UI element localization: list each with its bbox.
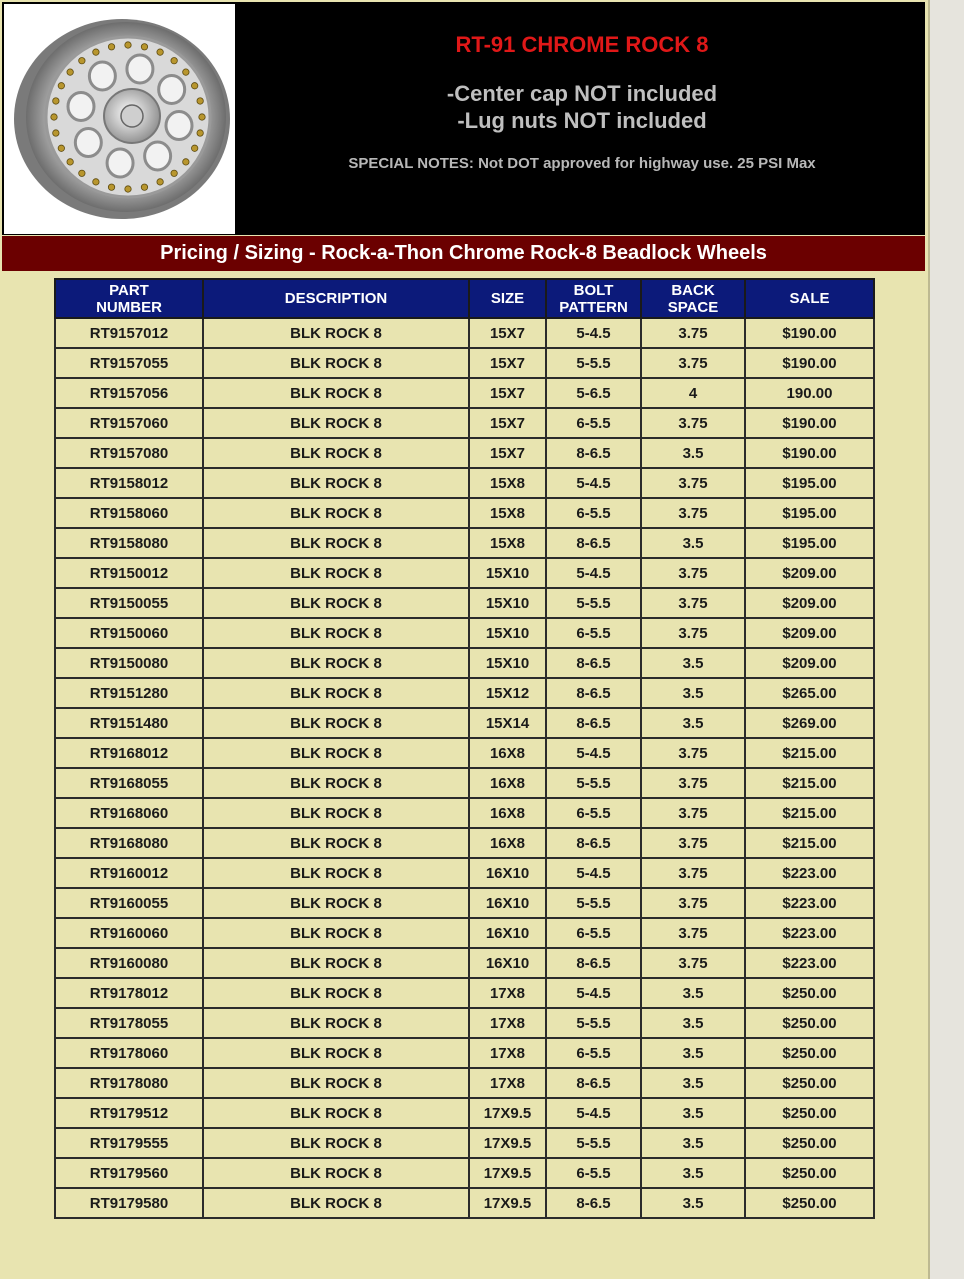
cell-back-space: 3.75: [641, 888, 745, 918]
cell-back-space: 3.75: [641, 498, 745, 528]
table-row: [55, 1038, 874, 1068]
cell-bolt-pattern: 5-6.5: [546, 378, 641, 408]
table-row: [55, 798, 874, 828]
cell-size: 16X10: [469, 948, 546, 978]
cell-description: BLK ROCK 8: [203, 948, 469, 978]
cell-size: 17X8: [469, 1068, 546, 1098]
cell-sale-price: $250.00: [745, 1188, 874, 1218]
cell-back-space: 3.75: [641, 558, 745, 588]
cell-sale-price: $190.00: [745, 438, 874, 468]
table-row: [55, 1068, 874, 1098]
bead-bolt: [125, 186, 131, 192]
cell-description: BLK ROCK 8: [203, 798, 469, 828]
cell-sale-price: $215.00: [745, 828, 874, 858]
cell-sale-price: $209.00: [745, 588, 874, 618]
bead-bolt: [171, 58, 177, 64]
cell-part-number: RT9160055: [55, 888, 203, 918]
cell-back-space: 3.5: [641, 1158, 745, 1188]
cell-sale-price: $215.00: [745, 798, 874, 828]
cell-back-space: 3.75: [641, 768, 745, 798]
header-size: SIZE: [469, 279, 546, 318]
bead-bolt: [199, 114, 205, 120]
lug-nuts-note: -Lug nuts NOT included: [457, 108, 707, 133]
cell-size: 15X12: [469, 678, 546, 708]
header-back-space: BACK SPACE: [641, 279, 745, 318]
cell-part-number: RT9158060: [55, 498, 203, 528]
cell-description: BLK ROCK 8: [203, 1188, 469, 1218]
cell-back-space: 3.75: [641, 318, 745, 348]
cell-part-number: RT9158080: [55, 528, 203, 558]
bead-bolt: [67, 159, 73, 165]
table-row: [55, 1008, 874, 1038]
bead-bolt: [108, 44, 114, 50]
table-row: [55, 468, 874, 498]
cell-description: BLK ROCK 8: [203, 978, 469, 1008]
cell-size: 15X10: [469, 588, 546, 618]
header-sale: SALE: [745, 279, 874, 318]
cell-description: BLK ROCK 8: [203, 678, 469, 708]
cell-bolt-pattern: 8-6.5: [546, 528, 641, 558]
cell-size: 17X9.5: [469, 1098, 546, 1128]
bead-bolt: [183, 69, 189, 75]
cell-back-space: 3.5: [641, 1038, 745, 1068]
table-row: [55, 948, 874, 978]
bead-bolt: [191, 145, 197, 151]
header-bolt-pattern: BOLT PATTERN: [546, 279, 641, 318]
cell-bolt-pattern: 6-5.5: [546, 798, 641, 828]
cell-part-number: RT9150055: [55, 588, 203, 618]
cell-part-number: RT9168055: [55, 768, 203, 798]
bead-bolt: [157, 179, 163, 185]
cell-description: BLK ROCK 8: [203, 528, 469, 558]
bead-bolt: [58, 145, 64, 151]
cell-size: 15X8: [469, 528, 546, 558]
table-row: [55, 378, 874, 408]
table-row: [55, 318, 874, 348]
cell-size: 15X7: [469, 408, 546, 438]
table-row: [55, 678, 874, 708]
cell-part-number: RT9157080: [55, 438, 203, 468]
cell-back-space: 3.75: [641, 948, 745, 978]
header-part-number: PART NUMBER: [55, 279, 203, 318]
bead-bolt: [171, 170, 177, 176]
cell-description: BLK ROCK 8: [203, 648, 469, 678]
cell-size: 16X8: [469, 738, 546, 768]
cell-sale-price: $195.00: [745, 468, 874, 498]
cell-size: 15X10: [469, 648, 546, 678]
cell-size: 15X10: [469, 558, 546, 588]
cell-size: 16X8: [469, 828, 546, 858]
cell-back-space: 3.5: [641, 648, 745, 678]
product-header: [2, 2, 925, 235]
cell-description: BLK ROCK 8: [203, 1038, 469, 1068]
cell-part-number: RT9179560: [55, 1158, 203, 1188]
table-row: [55, 858, 874, 888]
cell-bolt-pattern: 6-5.5: [546, 408, 641, 438]
product-title: RT-91 CHROME ROCK 8: [455, 32, 709, 57]
table-row: [55, 498, 874, 528]
cell-bolt-pattern: 6-5.5: [546, 1158, 641, 1188]
cell-part-number: RT9150012: [55, 558, 203, 588]
cell-bolt-pattern: 8-6.5: [546, 438, 641, 468]
cell-back-space: 3.5: [641, 438, 745, 468]
cell-sale-price: $223.00: [745, 918, 874, 948]
cell-back-space: 3.5: [641, 978, 745, 1008]
cell-part-number: RT9160012: [55, 858, 203, 888]
cell-sale-price: $190.00: [745, 318, 874, 348]
table-header-row: [55, 279, 874, 318]
cell-back-space: 3.75: [641, 798, 745, 828]
cell-size: 15X7: [469, 438, 546, 468]
cell-description: BLK ROCK 8: [203, 348, 469, 378]
cell-part-number: RT9179580: [55, 1188, 203, 1218]
cell-sale-price: $215.00: [745, 768, 874, 798]
cell-description: BLK ROCK 8: [203, 918, 469, 948]
cell-part-number: RT9157060: [55, 408, 203, 438]
cell-part-number: RT9168012: [55, 738, 203, 768]
cell-description: BLK ROCK 8: [203, 858, 469, 888]
cell-back-space: 3.75: [641, 408, 745, 438]
cell-bolt-pattern: 8-6.5: [546, 648, 641, 678]
bead-bolt: [79, 58, 85, 64]
cell-size: 16X10: [469, 888, 546, 918]
cell-bolt-pattern: 8-6.5: [546, 1068, 641, 1098]
table-row: [55, 1188, 874, 1218]
cell-part-number: RT9150080: [55, 648, 203, 678]
scrollbar-track[interactable]: [930, 0, 964, 1279]
table-row: [55, 528, 874, 558]
cell-bolt-pattern: 6-5.5: [546, 918, 641, 948]
cell-part-number: RT9178080: [55, 1068, 203, 1098]
cell-sale-price: $209.00: [745, 618, 874, 648]
cell-sale-price: $195.00: [745, 528, 874, 558]
table-row: [55, 888, 874, 918]
cell-sale-price: $265.00: [745, 678, 874, 708]
wheel-window: [166, 112, 192, 140]
cell-back-space: 3.75: [641, 858, 745, 888]
cell-part-number: RT9160080: [55, 948, 203, 978]
cell-back-space: 3.5: [641, 678, 745, 708]
cell-part-number: RT9157012: [55, 318, 203, 348]
cell-size: 15X7: [469, 318, 546, 348]
cell-bolt-pattern: 6-5.5: [546, 498, 641, 528]
cell-bolt-pattern: 6-5.5: [546, 618, 641, 648]
cell-description: BLK ROCK 8: [203, 888, 469, 918]
cell-part-number: RT9179555: [55, 1128, 203, 1158]
cell-description: BLK ROCK 8: [203, 768, 469, 798]
cell-part-number: RT9151480: [55, 708, 203, 738]
cell-bolt-pattern: 5-4.5: [546, 738, 641, 768]
cell-bolt-pattern: 5-5.5: [546, 588, 641, 618]
cell-size: 17X9.5: [469, 1128, 546, 1158]
cell-sale-price: $215.00: [745, 738, 874, 768]
cell-bolt-pattern: 8-6.5: [546, 1188, 641, 1218]
cell-bolt-pattern: 5-4.5: [546, 318, 641, 348]
cell-bolt-pattern: 8-6.5: [546, 708, 641, 738]
bead-bolt: [93, 49, 99, 55]
cell-sale-price: $250.00: [745, 1068, 874, 1098]
bead-bolt: [58, 83, 64, 89]
cell-back-space: 3.5: [641, 1098, 745, 1128]
cell-size: 15X7: [469, 378, 546, 408]
cell-description: BLK ROCK 8: [203, 408, 469, 438]
cell-back-space: 3.5: [641, 1128, 745, 1158]
cell-sale-price: $250.00: [745, 1008, 874, 1038]
cell-sale-price: $209.00: [745, 648, 874, 678]
cell-description: BLK ROCK 8: [203, 1098, 469, 1128]
cell-size: 15X8: [469, 498, 546, 528]
cell-description: BLK ROCK 8: [203, 558, 469, 588]
cell-description: BLK ROCK 8: [203, 708, 469, 738]
bead-bolt: [141, 44, 147, 50]
chrome-wheel-illustration: [4, 4, 235, 234]
cell-size: 16X10: [469, 858, 546, 888]
cell-bolt-pattern: 5-5.5: [546, 1008, 641, 1038]
cell-sale-price: $223.00: [745, 948, 874, 978]
bead-bolt: [53, 98, 59, 104]
cell-back-space: 3.5: [641, 1068, 745, 1098]
cell-back-space: 3.75: [641, 588, 745, 618]
cell-sale-price: $250.00: [745, 1158, 874, 1188]
wheel-window: [89, 62, 115, 90]
cell-bolt-pattern: 5-5.5: [546, 888, 641, 918]
cell-part-number: RT9168060: [55, 798, 203, 828]
cell-back-space: 3.5: [641, 708, 745, 738]
cell-back-space: 3.5: [641, 1188, 745, 1218]
cell-size: 16X10: [469, 918, 546, 948]
cell-size: 16X8: [469, 768, 546, 798]
bead-bolt: [157, 49, 163, 55]
bead-bolt: [191, 83, 197, 89]
wheel-window: [107, 149, 133, 177]
cell-back-space: 4: [641, 378, 745, 408]
cell-bolt-pattern: 5-4.5: [546, 558, 641, 588]
cell-back-space: 3.75: [641, 918, 745, 948]
cell-sale-price: $223.00: [745, 858, 874, 888]
table-row: [55, 828, 874, 858]
table-row: [55, 408, 874, 438]
cell-size: 17X8: [469, 1038, 546, 1068]
table-row: [55, 738, 874, 768]
cell-bolt-pattern: 5-4.5: [546, 468, 641, 498]
cell-description: BLK ROCK 8: [203, 378, 469, 408]
bead-bolt: [197, 130, 203, 136]
bead-bolt: [141, 184, 147, 190]
cell-bolt-pattern: 5-5.5: [546, 768, 641, 798]
cell-back-space: 3.75: [641, 738, 745, 768]
cell-part-number: RT9178055: [55, 1008, 203, 1038]
cell-back-space: 3.75: [641, 828, 745, 858]
bead-bolt: [79, 170, 85, 176]
cell-bolt-pattern: 8-6.5: [546, 828, 641, 858]
bead-bolt: [53, 130, 59, 136]
cell-sale-price: $269.00: [745, 708, 874, 738]
wheel-window: [68, 92, 94, 120]
cell-part-number: RT9158012: [55, 468, 203, 498]
table-row: [55, 348, 874, 378]
cell-part-number: RT9157056: [55, 378, 203, 408]
cell-back-space: 3.5: [641, 528, 745, 558]
cell-part-number: RT9168080: [55, 828, 203, 858]
bead-bolt: [183, 159, 189, 165]
table-row: [55, 438, 874, 468]
table-row: [55, 618, 874, 648]
cell-description: BLK ROCK 8: [203, 1128, 469, 1158]
table-row: [55, 918, 874, 948]
pricing-table: [54, 278, 875, 1219]
wheel-image: [4, 4, 235, 234]
cell-description: BLK ROCK 8: [203, 828, 469, 858]
cell-part-number: RT9178012: [55, 978, 203, 1008]
bead-bolt: [125, 42, 131, 48]
table-row: [55, 978, 874, 1008]
cell-size: 16X8: [469, 798, 546, 828]
cell-size: 15X8: [469, 468, 546, 498]
cell-description: BLK ROCK 8: [203, 588, 469, 618]
special-notes: SPECIAL NOTES: Not DOT approved for highway use. 25 PSI Max: [348, 155, 816, 172]
cell-description: BLK ROCK 8: [203, 318, 469, 348]
cell-sale-price: $190.00: [745, 348, 874, 378]
cell-bolt-pattern: 5-5.5: [546, 1128, 641, 1158]
cell-part-number: RT9157055: [55, 348, 203, 378]
cell-sale-price: 190.00: [745, 378, 874, 408]
cell-size: 17X8: [469, 978, 546, 1008]
cell-description: BLK ROCK 8: [203, 1008, 469, 1038]
cell-size: 15X14: [469, 708, 546, 738]
cell-description: BLK ROCK 8: [203, 498, 469, 528]
cell-description: BLK ROCK 8: [203, 1068, 469, 1098]
cell-back-space: 3.75: [641, 468, 745, 498]
cell-size: 15X10: [469, 618, 546, 648]
cell-part-number: RT9178060: [55, 1038, 203, 1068]
cell-part-number: RT9151280: [55, 678, 203, 708]
cell-part-number: RT9160060: [55, 918, 203, 948]
bead-bolt: [108, 184, 114, 190]
table-row: [55, 588, 874, 618]
cell-bolt-pattern: 5-4.5: [546, 978, 641, 1008]
cell-sale-price: $195.00: [745, 498, 874, 528]
cell-bolt-pattern: 6-5.5: [546, 1038, 641, 1068]
wheel-window: [127, 55, 153, 83]
center-cap-note: -Center cap NOT included: [446, 81, 718, 106]
cell-bolt-pattern: 5-4.5: [546, 858, 641, 888]
wheel-window: [75, 129, 101, 157]
cell-bolt-pattern: 8-6.5: [546, 948, 641, 978]
cell-description: BLK ROCK 8: [203, 468, 469, 498]
cell-sale-price: $209.00: [745, 558, 874, 588]
cell-size: 15X7: [469, 348, 546, 378]
cell-size: 17X9.5: [469, 1188, 546, 1218]
bead-bolt: [93, 179, 99, 185]
cell-description: BLK ROCK 8: [203, 618, 469, 648]
cell-sale-price: $190.00: [745, 408, 874, 438]
cell-back-space: 3.5: [641, 1008, 745, 1038]
cell-bolt-pattern: 5-5.5: [546, 348, 641, 378]
table-row: [55, 1128, 874, 1158]
cell-description: BLK ROCK 8: [203, 1158, 469, 1188]
cell-back-space: 3.75: [641, 348, 745, 378]
cell-sale-price: $250.00: [745, 1038, 874, 1068]
header-description: DESCRIPTION: [203, 279, 469, 318]
cell-sale-price: $250.00: [745, 1128, 874, 1158]
wheel-window: [159, 75, 185, 103]
cell-back-space: 3.75: [641, 618, 745, 648]
table-row: [55, 648, 874, 678]
cell-size: 17X9.5: [469, 1158, 546, 1188]
wheel-window: [145, 142, 171, 170]
cell-bolt-pattern: 5-4.5: [546, 1098, 641, 1128]
table-row: [55, 1098, 874, 1128]
table-row: [55, 768, 874, 798]
cell-description: BLK ROCK 8: [203, 438, 469, 468]
cell-description: BLK ROCK 8: [203, 738, 469, 768]
bead-bolt: [51, 114, 57, 120]
cell-part-number: RT9179512: [55, 1098, 203, 1128]
cell-part-number: RT9150060: [55, 618, 203, 648]
cell-sale-price: $250.00: [745, 1098, 874, 1128]
cell-bolt-pattern: 8-6.5: [546, 678, 641, 708]
pricing-banner: Pricing / Sizing - Rock-a-Thon Chrome Rock-8 Beadlock Wheels: [2, 236, 925, 271]
cell-size: 17X8: [469, 1008, 546, 1038]
table-row: [55, 708, 874, 738]
table-row: [55, 1158, 874, 1188]
cell-sale-price: $250.00: [745, 978, 874, 1008]
cell-sale-price: $223.00: [745, 888, 874, 918]
bead-bolt: [67, 69, 73, 75]
bead-bolt: [197, 98, 203, 104]
table-row: [55, 558, 874, 588]
